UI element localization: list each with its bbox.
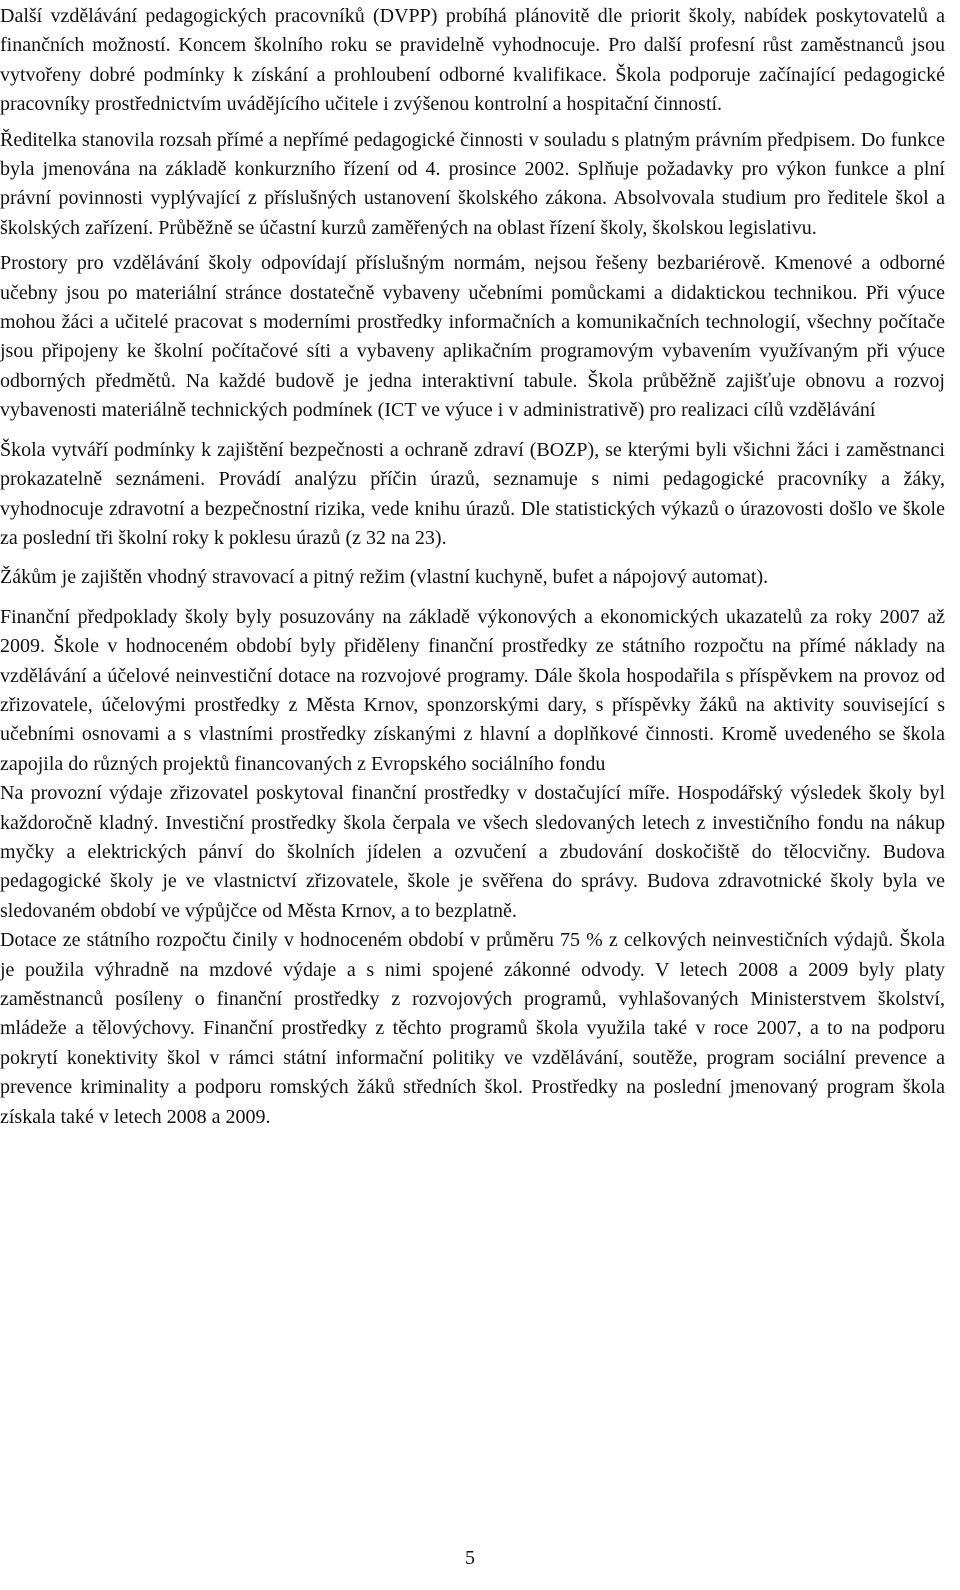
- paragraph-facilities: Prostory pro vzdělávání školy odpovídají příslušným normám, nejsou řešeny bezbariérově. Kmenové a odborné učebny jsou po materiální stránce dostatečně vybaveny učebními pomůckami a didaktickou technikou. Při výuce mohou žáci a učitelé pracovat s moderními prostředky informačních a komunikačních technologií, všechny počítače jsou připojeny ke školní počítačové síti a vybaveny aplikačním programovým vybavením využívaným při výuce odborných předmětů. Na každé budově je jedna interaktivní tabule. Škola průběžně zajišťuje obnovu a rozvoj vybavenosti materiálně technických podmínek (ICT ve výuce i v administrativě) pro realizaci cílů vzdělávání: [0, 252, 945, 422]
- document-body: [0, 2, 945, 1132]
- paragraph-operating-costs: Na provozní výdaje zřizovatel poskytoval finanční prostředky v dostačující míře. Hospodářský výsledek školy byl každoročně kladný. Investiční prostředky škola čerpala ve všech sledovaných letech z investičního fondu na nákup myčky a elektrických pánví do školních jídelen a ozvučení a zbudování doskočiště do tělocvičny. Budova pedagogické školy je ve vlastnictví zřizovatele, škole je svěřena do správy. Budova zdravotnické školy byla ve sledovaném období ve výpůjčce od Města Krnov, a to bezplatně.: [0, 782, 945, 922]
- paragraph-dvpp: Další vzdělávání pedagogických pracovníků (DVPP) probíhá plánovitě dle priorit školy, nabídek poskytovatelů a finančních možností. Koncem školního roku se pravidelně vyhodnocuje. Pro další profesní růst zaměstnanců jsou vytvořeny dobré podmínky k získání a prohloubení odborné kvalifikace. Škola podporuje začínající pedagogické pracovníky prostřednictvím uvádějícího učitele i zvýšenou kontrolní a hospitační činností.: [0, 5, 945, 116]
- paragraph-safety: Škola vytváří podmínky k zajištění bezpečnosti a ochraně zdraví (BOZP), se kterými byli všichni žáci i zaměstnanci prokazatelně seznámeni. Provádí analýzu příčin úrazů, seznamuje s nimi pedagogické pracovníky a žáky, vyhodnocuje zdravotní a bezpečnostní rizika, vede knihu úrazů. Dle statistických výkazů o úrazovosti došlo ve škole za poslední tři školní roky k poklesu úrazů (z 32 na 23).: [0, 438, 945, 549]
- page-number: 5: [465, 1547, 475, 1569]
- paragraph-catering: Žákům je zajištěn vhodný stravovací a pitný režim (vlastní kuchyně, bufet a nápojový automat).: [0, 566, 769, 589]
- paragraph-state-subsidies: Dotace ze státního rozpočtu činily v hodnoceném období v průměru 75 % z celkových neinvestičních výdajů. Škola je použila výhradně na mzdové výdaje a s nimi spojené zákonné odvody. V letech 2008 a 2009 byly platy zaměstnanců posíleny o finanční prostředky z rozvojových programů, vyhlašovaných Ministerstvem školství, mládeže a tělovýchovy. Finanční prostředky z těchto programů škola využila také v roce 2007, a to na podporu pokrytí konektivity škol v rámci státní informační politiky ve vzdělávání, soutěže, program sociální prevence a prevence kriminality a podporu romských žáků středních škol. Prostředky na poslední jmenovaný program škola získala také v letech 2008 a 2009.: [0, 929, 945, 1128]
- paragraph-director: Ředitelka stanovila rozsah přímé a nepřímé pedagogické činnosti v souladu s platným právním předpisem. Do funkce byla jmenována na základě konkurzního řízení od 4. prosince 2002. Splňuje požadavky pro výkon funkce a plní právní povinnosti vyplývající z příslušných ustanovení školského zákona. Absolvovala studium pro ředitele škol a školských zařízení. Průběžně se účastní kurzů zaměřených na oblast řízení školy, školskou legislativu.: [0, 128, 945, 239]
- paragraph-finances: Finanční předpoklady školy byly posuzovány na základě výkonových a ekonomických ukazatelů za roky 2007 až 2009. Škole v hodnoceném období byly přiděleny finanční prostředky ze státního rozpočtu na přímé náklady na vzdělávání a účelové neinvestiční dotace na rozvojové programy. Dále škola hospodařila s příspěvkem na provoz od zřizovatele, účelovými prostředky z Města Krnov, sponzorskými dary, s příspěvky žáků na aktivity související s učebními osnovami a s vlastními prostředky získanými z hlavní a doplňkové činnosti. Kromě uvedeného se škola zapojila do různých projektů financovaných z Evropského sociálního fondu: [0, 605, 945, 775]
